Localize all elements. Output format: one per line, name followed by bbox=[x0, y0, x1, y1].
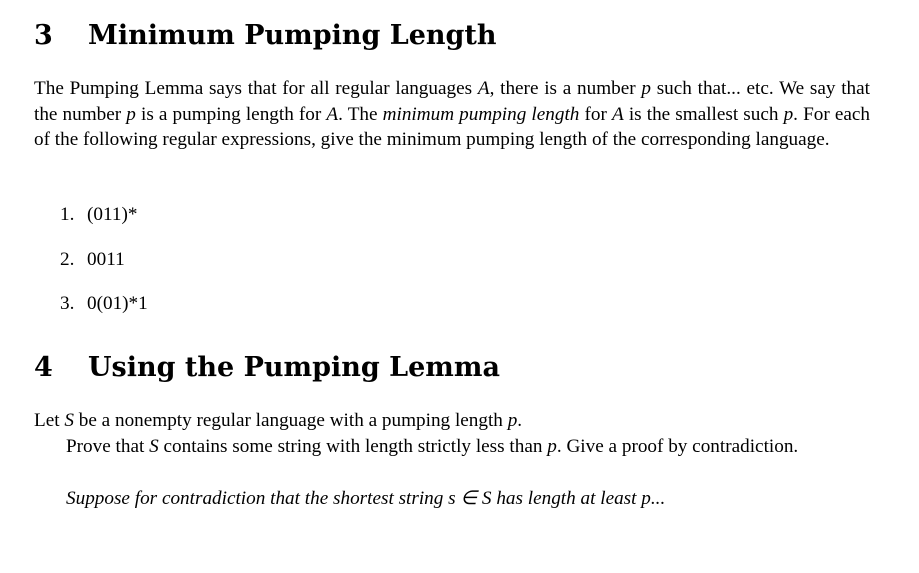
math-var: A bbox=[612, 103, 624, 125]
math-var: p bbox=[783, 103, 794, 125]
list-item-number: 2. bbox=[60, 249, 75, 270]
text-run: be a nonempty regular language with a pumping length bbox=[73, 410, 508, 431]
regex-expression: 0(01)*1 bbox=[87, 293, 148, 314]
list-item bbox=[60, 203, 137, 227]
text-run: . bbox=[517, 410, 523, 431]
list-item-number: 3. bbox=[60, 293, 75, 314]
text-run: such that... etc. We say that the number bbox=[34, 78, 870, 125]
text-run: for bbox=[579, 103, 612, 125]
emphasized-term: minimum pumping length bbox=[382, 103, 580, 125]
section-3-paragraph bbox=[34, 76, 870, 153]
math-var: p bbox=[126, 103, 136, 125]
math-var: p bbox=[507, 410, 518, 431]
regex-expression: 0011 bbox=[87, 249, 125, 270]
list-item-number: 1. bbox=[60, 204, 75, 225]
math-var: p bbox=[547, 436, 557, 457]
section-4-number: 4 bbox=[34, 352, 53, 383]
math-var: S bbox=[64, 410, 74, 431]
text-run: contains some string with length strictly less than bbox=[158, 436, 548, 457]
text-run: . Give a proof by contradiction. bbox=[556, 436, 799, 457]
list-item bbox=[60, 248, 125, 272]
section-4-task bbox=[34, 434, 870, 460]
text-run: is the smallest such bbox=[623, 103, 784, 125]
section-4-title: Using the Pumping Lemma bbox=[88, 352, 500, 383]
text-run: , there is a number bbox=[489, 78, 642, 99]
list-item bbox=[60, 292, 148, 316]
math-var: A bbox=[477, 78, 490, 99]
text-run: The Pumping Lemma says that for all regular languages bbox=[34, 78, 478, 99]
section-4-heading bbox=[34, 352, 500, 383]
section-3-heading bbox=[34, 20, 497, 51]
text-run: is a pumping length for bbox=[135, 103, 327, 125]
text-run: Prove that bbox=[66, 436, 150, 457]
text-run: Let bbox=[34, 410, 65, 431]
text-run: . The bbox=[338, 103, 383, 125]
section-4-proof-start: Suppose for contradiction that the shortest string s ∈ S has length at least p... bbox=[66, 488, 666, 509]
text-run: . For each of the following regular expressions, give the minimum pumping length of the corresponding language. bbox=[34, 103, 870, 150]
math-var: A bbox=[326, 103, 339, 125]
regex-expression: (011)* bbox=[87, 204, 138, 225]
math-var: p bbox=[641, 78, 651, 99]
math-var: S bbox=[149, 436, 159, 457]
section-3-number: 3 bbox=[34, 20, 53, 51]
section-3-title: Minimum Pumping Length bbox=[88, 20, 497, 51]
section-4-intro bbox=[34, 408, 870, 434]
